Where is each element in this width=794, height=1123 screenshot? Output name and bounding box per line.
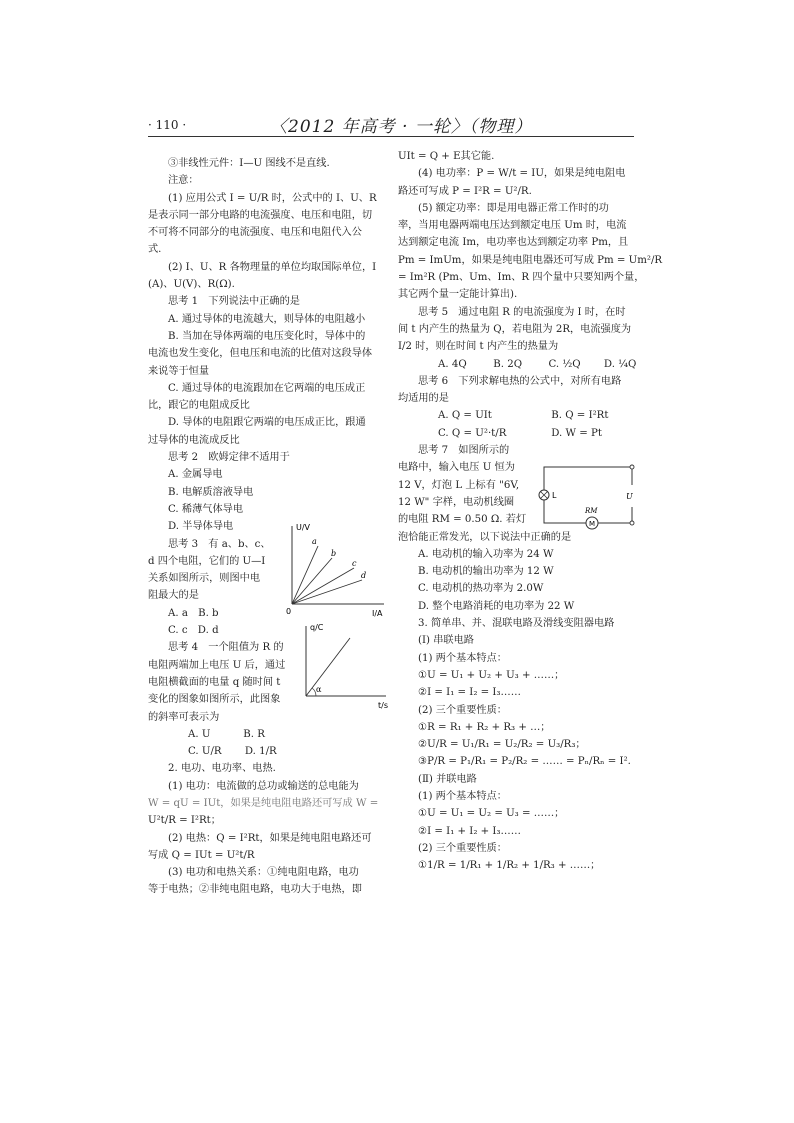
text-line: 变化的图象如图所示，此图象: [148, 694, 281, 706]
text-line: 写成 Q = IUt = U²t/R: [148, 849, 255, 861]
option: A. Q = UIt: [438, 410, 492, 422]
page-number: · 110 ·: [148, 118, 187, 132]
text-line: (2) 三个重要性质：: [418, 842, 507, 854]
text-line: 关系如图所示，则图中电: [148, 573, 261, 585]
formula-line: ①U = U₁ + U₂ + U₃ + ……；: [418, 669, 565, 681]
text-line: 不可将不同部分的电流强度、电压和电阻代入公: [148, 227, 362, 239]
text-line: (4) 电功率：P = W/t = IU，如果是纯电阻电: [418, 168, 626, 180]
formula-line: ①U = U₁ = U₂ = U₃ = ……；: [418, 808, 565, 820]
option: A. 金属导电: [168, 469, 223, 481]
text-line: 比，跟它的电阻成反比: [148, 400, 250, 412]
text-line: (2) 三个重要性质：: [418, 704, 507, 716]
y-axis-label: U/V: [296, 523, 311, 532]
option: D. 半导体导电: [168, 521, 234, 533]
option: A. 电动机的输入功率为 24 W: [418, 548, 554, 560]
text-line: (5) 额定功率：即是用电器正常工作时的功: [418, 202, 609, 214]
text-line: I/2 时，则在时间 t 内产生的热量为: [398, 341, 559, 353]
section-heading: 2. 电功、电功率、电热.: [168, 763, 276, 775]
text-line: 达到额定电流 Im，电功率也达到额定功率 Pm，且: [398, 237, 629, 249]
text-line: UIt = Q + E其它能.: [398, 151, 495, 162]
text-line: d 四个电阻，它们的 U—I: [148, 555, 266, 567]
terminal-top: [630, 465, 634, 469]
formula-line: ①R = R₁ + R₂ + R₃ + …；: [418, 721, 551, 733]
option: D. 导体的电阻跟它两端的电压成正比，跟通: [168, 417, 366, 429]
subsection-heading: (Ⅱ) 并联电路: [418, 773, 477, 785]
line-b-label: b: [331, 549, 337, 558]
text-line: 过导体的电流成反比: [148, 434, 240, 446]
question-heading: 思考 4 一个阻值为 R 的: [168, 642, 284, 654]
option: C. ½Q: [548, 358, 581, 370]
question-heading: 思考 3 有 a、b、c、: [168, 538, 271, 550]
formula-line: ①1/R = 1/R₁ + 1/R₂ + 1/R₃ + ……；: [418, 860, 601, 872]
book-title: 〈2012 年高考 · 一轮〉（物理）: [270, 117, 533, 137]
lamp-label: L: [552, 491, 557, 500]
question-heading: 思考 2 欧姆定律不适用于: [168, 452, 290, 464]
option: A. a B. b: [168, 607, 219, 619]
qt-graph-figure: [300, 620, 394, 712]
formula-line: ③P/R = P₁/R₁ = P₂/R₂ = …… = Pₙ/Rₙ = I².: [418, 756, 631, 768]
text-line: (1) 两个基本特点：: [418, 790, 507, 802]
ui-graph-figure: [284, 520, 394, 620]
option: D. ¼Q: [603, 358, 637, 370]
origin-label: 0: [286, 607, 292, 616]
motor-resistance-label: RM: [585, 507, 598, 515]
text-line: 来说等于恒量: [148, 365, 210, 377]
text-line: Pm = ImUm，如果是纯电阻电器还可写成 Pm = Um²/R: [398, 254, 663, 266]
options-row: [148, 743, 384, 760]
text-line: 注意：: [168, 175, 199, 187]
angle-label: α: [316, 685, 322, 694]
text-line: 电阻横截面的电量 q 随时间 t: [148, 676, 281, 688]
text-line: 路还可写成 P = I²R = U²/R.: [398, 185, 532, 197]
terminal-bottom: [630, 521, 634, 525]
text-line: 阻最大的是: [148, 590, 199, 602]
option: D. 1/R: [244, 746, 277, 758]
text-line: 的电阻 RM = 0.50 Ω. 若灯: [398, 514, 527, 526]
text-line: 12 W" 字样，电动机线圈: [398, 496, 515, 508]
text-line: 其它两个量一定能计算出).: [398, 289, 518, 301]
text-line: W = qU = IUt，如果是纯电阻电路还可写成 W =: [148, 797, 379, 809]
header-rule: [148, 136, 634, 137]
options-row: [148, 726, 384, 743]
text-line: 的斜率可表示为: [148, 711, 220, 723]
option: A. 4Q: [438, 358, 467, 370]
formula-line: ②U/R = U₁/R₁ = U₂/R₂ = U₃/R₃；: [418, 739, 586, 751]
options-row: [398, 407, 638, 424]
text-line: (1) 两个基本特点：: [418, 652, 507, 664]
text-line: 间 t 内产生的热量为 Q，若电阻为 2R，电流强度为: [398, 323, 632, 335]
line-c-label: c: [352, 559, 357, 568]
option: A. 通过导体的电流越大，则导体的电阻越小: [168, 313, 366, 325]
option: C. 稀薄气体导电: [168, 503, 244, 515]
text-line: 电流也发生变化，但电压和电流的比值对这段导体: [148, 348, 373, 360]
text-line: ③非线性元件：I—U 图线不是直线.: [168, 158, 330, 169]
text-line: (A)、U(V)、R(Ω).: [148, 279, 235, 291]
option: B. 电动机的输出功率为 12 W: [418, 566, 554, 578]
option: C. Q = U²·t/R: [438, 427, 507, 439]
line-a: [292, 546, 318, 604]
text-line: (3) 电功和电热关系：①纯电阻电路，电功: [168, 867, 359, 879]
question-heading: 思考 7 如图所示的: [418, 445, 510, 457]
text-line: 泡恰能正常发光，以下说法中正确的是: [398, 531, 572, 543]
text-line: 式.: [148, 244, 162, 256]
page-header: [148, 112, 634, 137]
option: B. R: [243, 728, 265, 740]
option: B. 电解质溶液导电: [168, 486, 254, 498]
section-heading: 3. 简单串、并、混联电路及滑线变阻器电路: [418, 618, 615, 630]
options-row: [398, 356, 638, 373]
formula-line: ②I = I₁ + I₂ + I₃……: [418, 825, 521, 837]
question-heading: 思考 6 下列求解电热的公式中，对所有电路: [418, 375, 622, 387]
text-line: 等于电热；②非纯电阻电路，电功大于电热，即: [148, 884, 362, 896]
option: B. 2Q: [493, 358, 523, 370]
question-heading: 思考 5 通过电阻 R 的电流强度为 I 时，在时: [418, 306, 626, 318]
line-a-label: a: [312, 537, 317, 546]
text-line: 电路中，输入电压 U 恒为: [398, 462, 515, 474]
circuit-figure: [536, 463, 640, 531]
text-line: 是表示同一部分电路的电流强度、电压和电阻，切: [148, 209, 373, 221]
text-line: U²t/R = I²Rt；: [148, 815, 221, 827]
voltage-label: U: [626, 492, 633, 501]
text-line: (1) 应用公式 I = U/R 时，公式中的 I、U、R: [168, 192, 377, 204]
subsection-heading: (Ⅰ) 串联电路: [418, 635, 474, 647]
text-line: (2) I、U、R 各物理量的单位均取国际单位，I: [168, 261, 377, 273]
option: A. U: [188, 728, 211, 740]
formula-line: ②I = I₁ = I₂ = I₃……: [418, 687, 521, 699]
text-line: 电阻两端加上电压 U 后，通过: [148, 659, 286, 671]
x-axis-label: I/A: [372, 609, 383, 618]
line-d-label: d: [361, 571, 367, 580]
text-line: 均适用的是: [398, 393, 449, 405]
option: C. 电动机的热功率为 2.0W: [418, 583, 544, 595]
option: D. W = Pt: [551, 427, 602, 439]
text-line: (2) 电热：Q = I²Rt，如果是纯电阻电路还可: [168, 832, 372, 844]
text-line: 12 V，灯泡 L 上标有 "6V,: [398, 479, 520, 491]
option: C. c D. d: [168, 625, 219, 637]
qt-line: [306, 638, 350, 696]
option: B. 当加在导体两端的电压变化时，导体中的: [168, 330, 366, 342]
y-axis-label: q/C: [310, 623, 324, 632]
options-row: [398, 425, 638, 442]
option: D. 整个电路消耗的电功率为 22 W: [418, 600, 575, 612]
option: C. U/R: [188, 746, 222, 758]
x-axis-label: t/s: [378, 701, 388, 710]
option: C. 通过导体的电流跟加在它两端的电压成正: [168, 382, 366, 394]
text-line: = Im²R (Pm、Um、Im、R 四个量中只要知两个量，: [398, 272, 645, 284]
text-line: (1) 电功：电流做的总功或输送的总电能为: [168, 780, 359, 792]
text-line: 率，当用电器两端电压达到额定电压 Um 时，电流: [398, 220, 627, 232]
question-heading: 思考 1 下列说法中正确的是: [168, 296, 300, 308]
option: B. Q = I²Rt: [551, 410, 609, 422]
motor-letter: M: [589, 520, 596, 528]
